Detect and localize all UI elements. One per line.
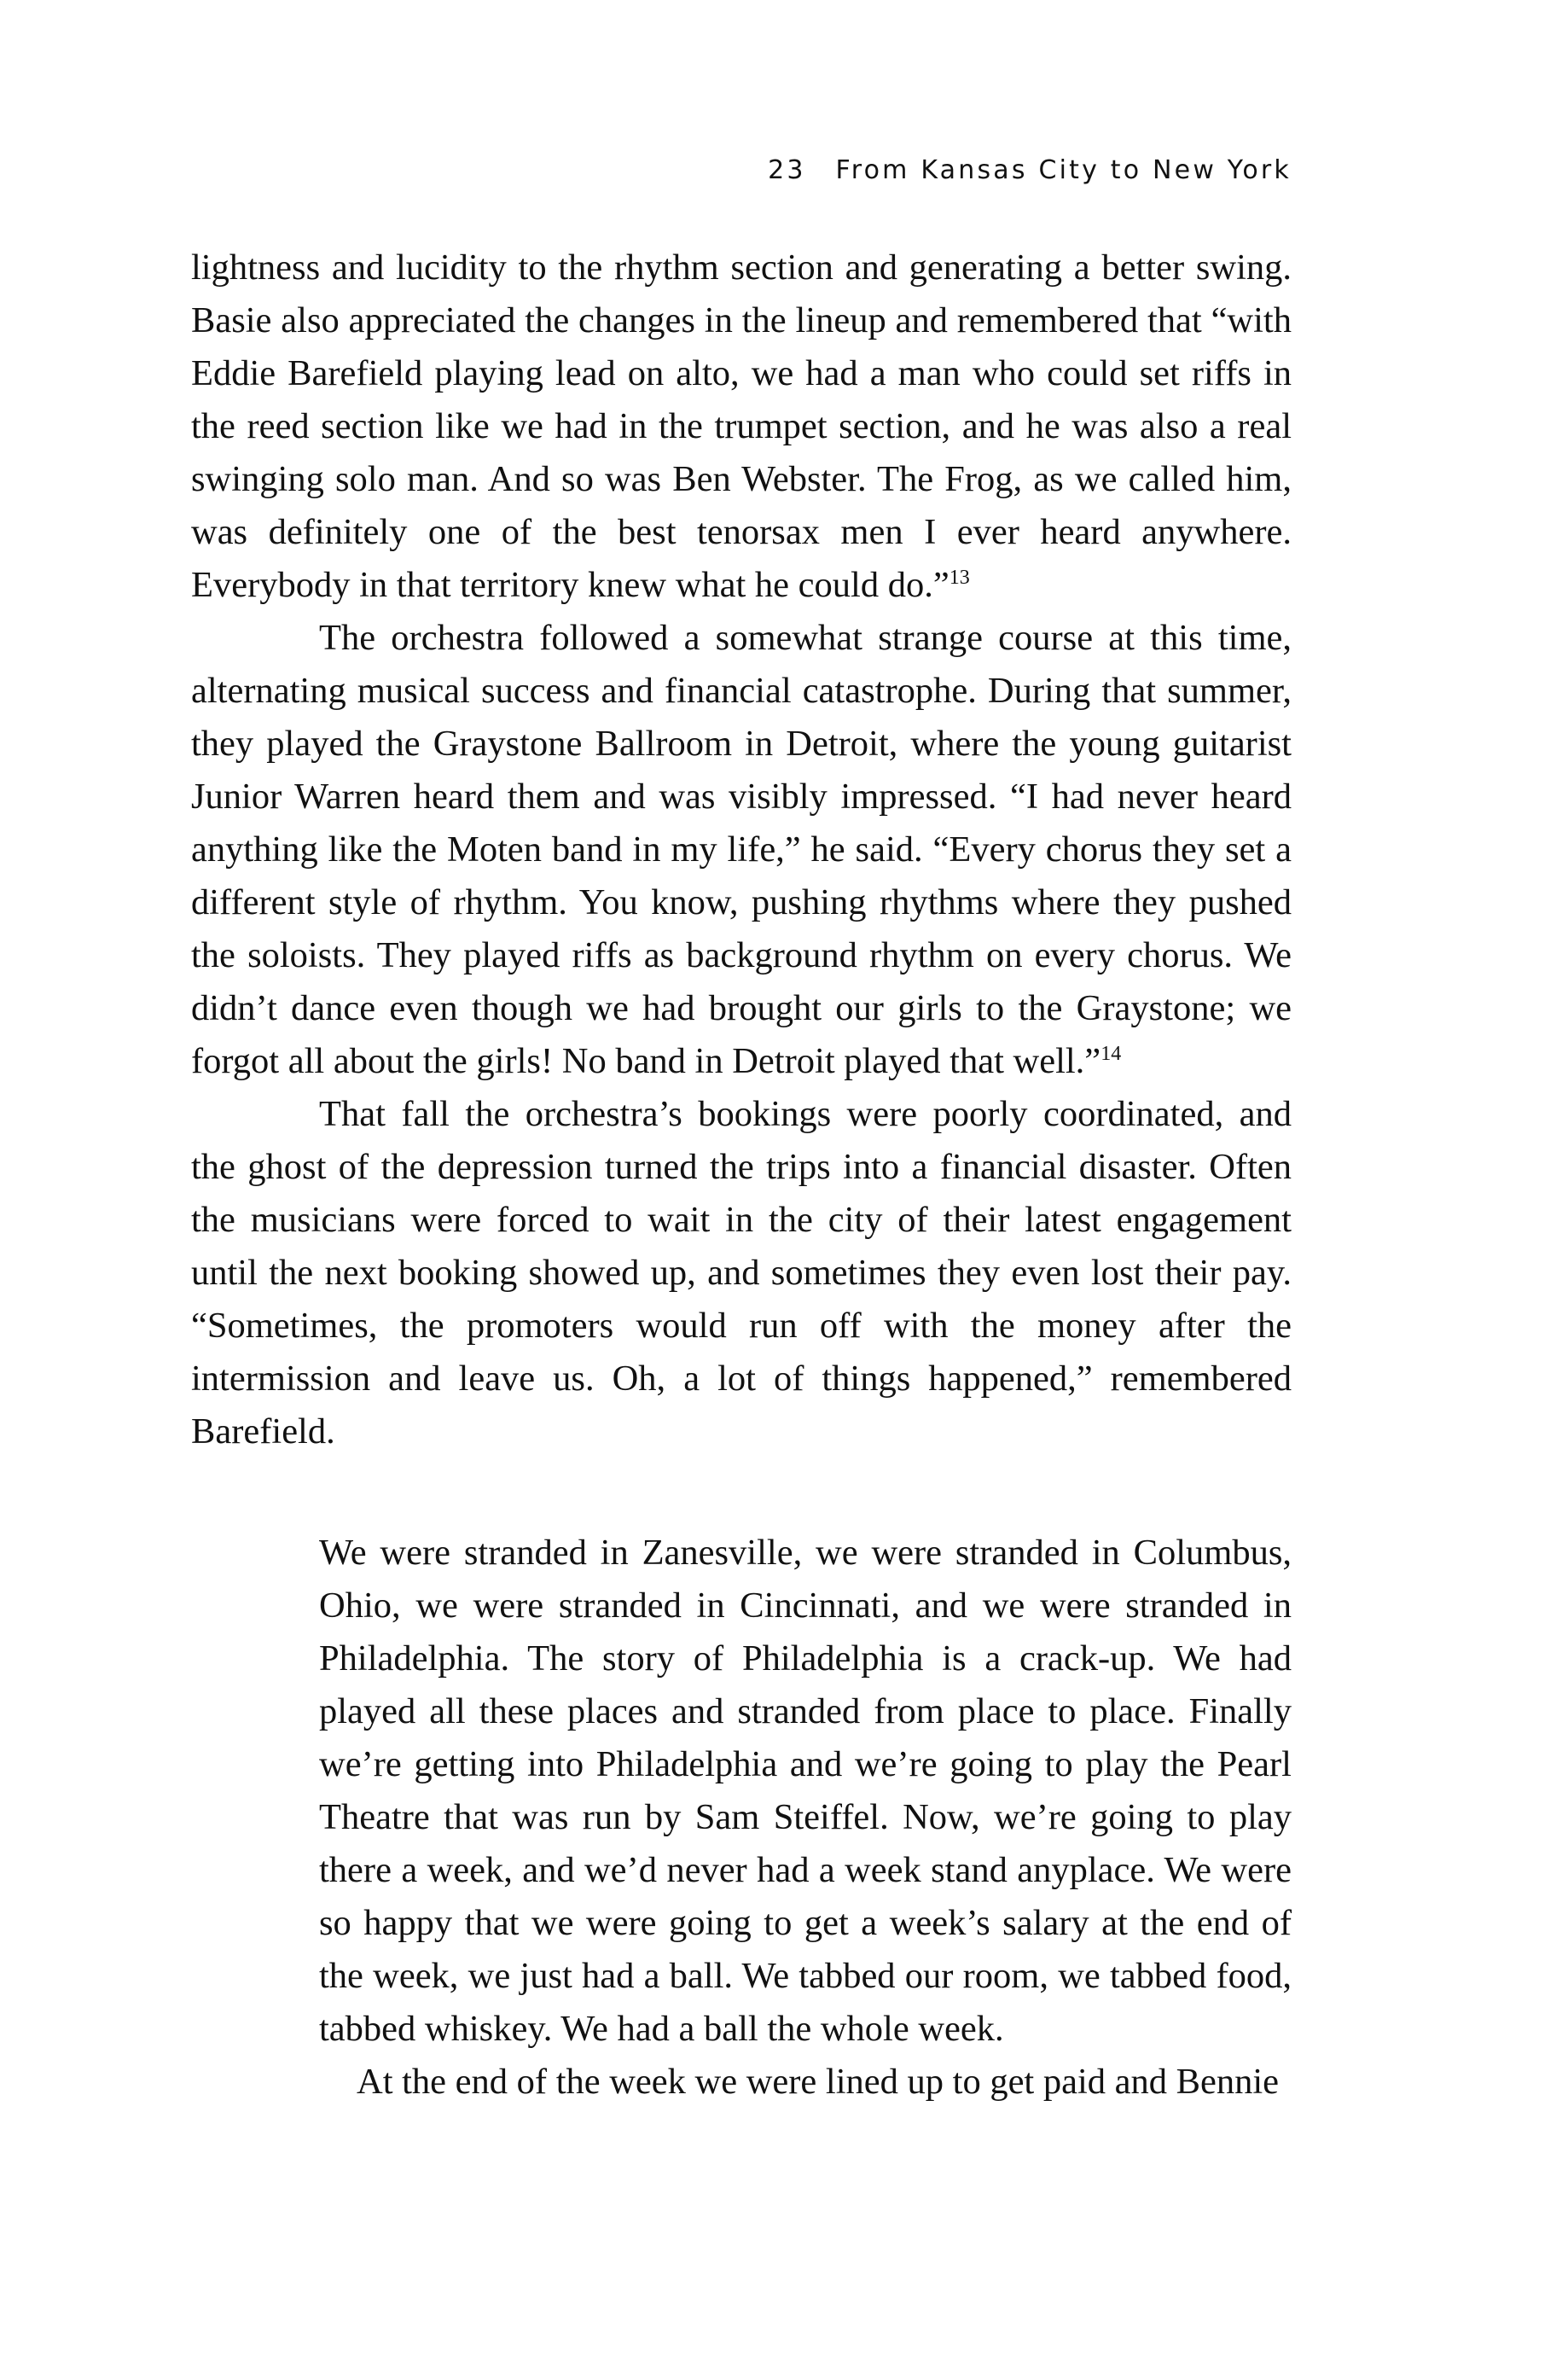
paragraph-2-text: The orchestra followed a somewhat strange course at this time, alternating musical success and financial catastrophe. During that summer, they played the Graystone Ballroom in Detroit, where the young guitarist Junior Warren heard them and was visibly impressed. “I had never heard anything like the Moten band in my life,” he said. “Every chorus they set a different style of rhythm. You know, pushing rhythms where they pushed the soloists. They played riffs as background rhythm on every chorus. We didn’t dance even though we had brought our girls to the Graystone; we forgot all about the girls! No band in Detroit played that well.”	[191, 618, 1292, 1081]
block-quote	[319, 1527, 1292, 2109]
book-page	[191, 0, 1292, 2368]
footnote-ref-13: 13	[949, 567, 970, 589]
block-quote-paragraph-1: We were stranded in Zanesville, we were stranded in Columbus, Ohio, we were stranded in Cincinnati, and we were stranded in Philadelphia. The story of Philadelphia is a crack-up. We had played all these places and stranded from place to place. Finally we’re getting into Philadelphia and we’re going to play the Pearl Theatre that was run by Sam Steiffel. Now, we’re going to play there a week, and we’d never had a week stand anyplace. We were so happy that we were going to get a week’s salary at the end of the week, we just had a ball. We tabbed our room, we tabbed food, tabbed whiskey. We had a ball the whole week.	[319, 1533, 1292, 2049]
body-text	[191, 241, 1292, 2109]
paragraph-1-text: lightness and lucidity to the rhythm section and generating a better swing. Basie also appreciated the changes in the lineup and remembered that “with Eddie Barefield playing lead on alto, we had a man who could set riffs in the reed section like we had in the trumpet section, and he was also a real swinging solo man. And so was Ben Webster. The Frog, as we called him, was definitely one of the best tenorsax men I ever heard anywhere. Everybody in that territory knew what he could do.”	[191, 247, 1292, 605]
page-number: 23	[768, 155, 806, 185]
footnote-ref-14: 14	[1101, 1043, 1122, 1065]
running-head	[768, 155, 1292, 185]
chapter-title: From Kansas City to New York	[835, 155, 1292, 185]
paragraph-3: That fall the orchestra’s bookings were poorly coordinated, and the ghost of the depression turned the trips into a financial disaster. Often the musicians were forced to wait in the city of their latest engagement until the next booking showed up, and sometimes they even lost their pay. “Sometimes, the promoters would run off with the money after the intermission and leave us. Oh, a lot of things happened,” remembered Barefield.	[191, 1094, 1292, 1452]
block-quote-paragraph-2: At the end of the week we were lined up to get paid and Bennie	[357, 2062, 1280, 2102]
paragraph-2	[191, 612, 1292, 1088]
paragraph-1	[191, 241, 1292, 612]
